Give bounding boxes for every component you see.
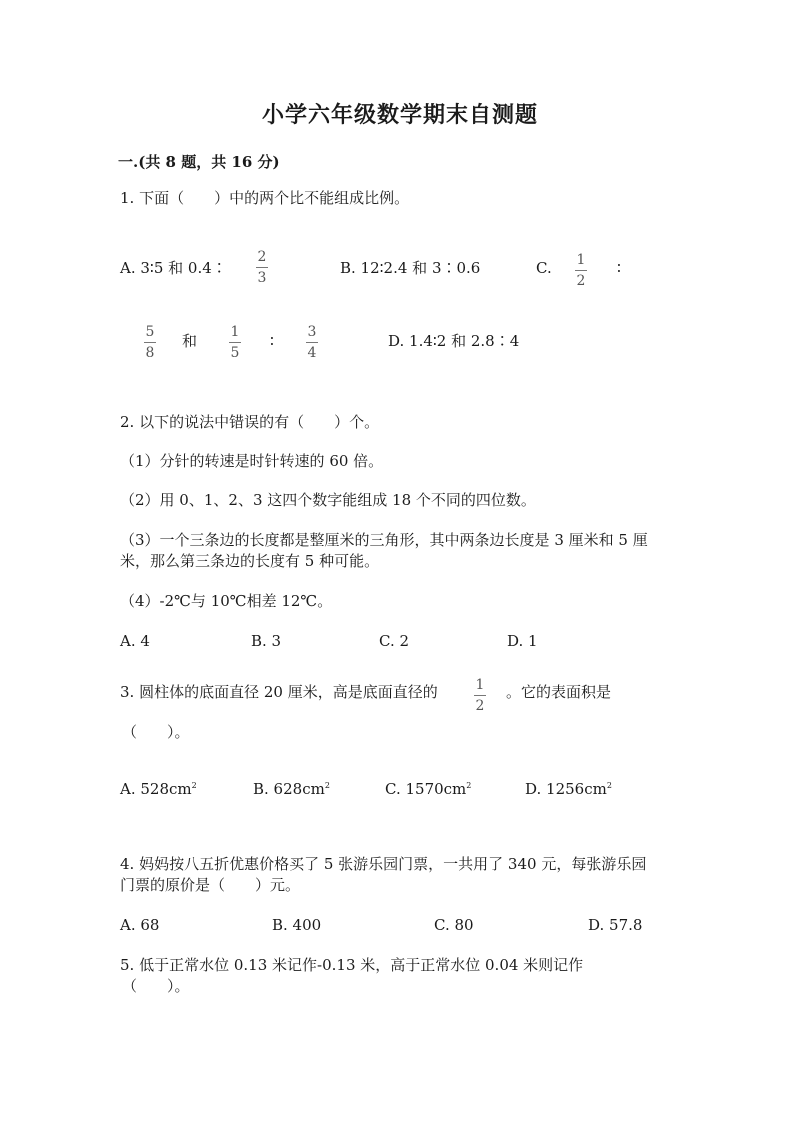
fraction-numerator: 1 (230, 324, 240, 340)
q4-option-a: A. 68 (120, 916, 160, 934)
question-2-stem: 2. 以下的说法中错误的有（ ）个。 (120, 413, 380, 431)
question-1-stem: 1. 下面（ ）中的两个比不能组成比例。 (120, 189, 410, 207)
question-4-stem-line-2: 门票的原价是（ ）元。 (120, 876, 301, 894)
q2-statement-4: （4）-2℃与 10℃相差 12℃。 (120, 592, 333, 610)
option-text: C. 1570cm (385, 780, 467, 798)
q2-option-a: A. 4 (120, 632, 150, 650)
fraction-denominator: 5 (230, 345, 240, 361)
question-3-stem-line-2: （ ）。 (122, 723, 190, 741)
section-header: 一.(共 8 题，共 16 分) (118, 153, 280, 171)
q1-option-c-and: 和 (182, 332, 198, 350)
fraction-denominator: 4 (307, 345, 317, 361)
question-4-stem-line-1: 4. 妈妈按八五折优惠价格买了 5 张游乐园门票，一共用了 340 元，每张游乐园 (120, 855, 647, 873)
q2-option-b: B. 3 (251, 632, 282, 650)
question-5-stem-line-1: 5. 低于正常水位 0.13 米记作-0.13 米，高于正常水位 0.04 米则记作 (120, 956, 584, 974)
q1-option-c-colon-2: ∶ (270, 332, 274, 350)
fraction-denominator: 8 (145, 345, 155, 361)
superscript: 2 (606, 781, 612, 790)
page-title: 小学六年级数学期末自测题 (261, 102, 538, 128)
question-5-stem-line-2: （ ）。 (122, 977, 190, 995)
fraction-numerator: 5 (145, 324, 155, 340)
q2-statement-3-line-1: （3）一个三条边的长度都是整厘米的三角形，其中两条边长度是 3 厘米和 5 厘 (120, 531, 648, 549)
q2-statement-3-line-2: 米，那么第三条边的长度有 5 种可能。 (120, 552, 380, 570)
q1-option-c-colon: ∶ (617, 259, 621, 277)
fraction-denominator: 2 (576, 273, 586, 289)
fraction-bar (144, 342, 156, 343)
fraction-bar (229, 342, 241, 343)
question-3-stem-part-1: 3. 圆柱体的底面直径 20 厘米，高是底面直径的 (120, 683, 438, 701)
option-text: B. 628cm (253, 780, 325, 798)
q3-option-c (385, 779, 471, 799)
q3-option-b (253, 779, 330, 799)
q3-option-a (120, 779, 197, 799)
q1-option-a-text: A. 3∶5 和 0.4∶ (120, 259, 227, 277)
q1-option-c-fraction-3 (229, 324, 241, 361)
fraction-bar (256, 267, 268, 268)
fraction-numerator: 1 (475, 677, 485, 693)
q1-option-c-label: C. (536, 259, 552, 277)
q3-option-d (525, 779, 612, 799)
fraction-denominator: 2 (475, 698, 485, 714)
q1-option-b: B. 12∶2.4 和 3∶0.6 (340, 259, 481, 277)
q1-option-a-fraction (256, 249, 268, 286)
q4-option-c: C. 80 (434, 916, 474, 934)
option-text: D. 1256cm (525, 780, 607, 798)
fraction-numerator: 3 (307, 324, 317, 340)
fraction-bar (575, 270, 587, 271)
q1-option-d: D. 1.4∶2 和 2.8∶4 (388, 332, 520, 350)
q3-stem-fraction (474, 677, 486, 714)
option-text: A. 528cm (120, 780, 192, 798)
fraction-numerator: 1 (576, 252, 586, 268)
q2-statement-1: （1）分针的转速是时针转速的 60 倍。 (120, 452, 384, 470)
fraction-numerator: 2 (257, 249, 267, 265)
q4-option-b: B. 400 (272, 916, 322, 934)
q2-option-c: C. 2 (379, 632, 410, 650)
q1-option-c-fraction-1 (575, 252, 587, 289)
question-3-stem-part-2: 。它的表面积是 (506, 683, 612, 701)
q2-option-d: D. 1 (507, 632, 538, 650)
superscript: 2 (324, 781, 330, 790)
q4-option-d: D. 57.8 (588, 916, 643, 934)
q2-statement-2: （2）用 0、1、2、3 这四个数字能组成 18 个不同的四位数。 (120, 491, 536, 509)
fraction-denominator: 3 (257, 270, 267, 286)
q1-option-c-fraction-4 (306, 324, 318, 361)
superscript: 2 (466, 781, 472, 790)
q1-option-c-fraction-2 (144, 324, 156, 361)
fraction-bar (306, 342, 318, 343)
fraction-bar (474, 695, 486, 696)
superscript: 2 (191, 781, 197, 790)
